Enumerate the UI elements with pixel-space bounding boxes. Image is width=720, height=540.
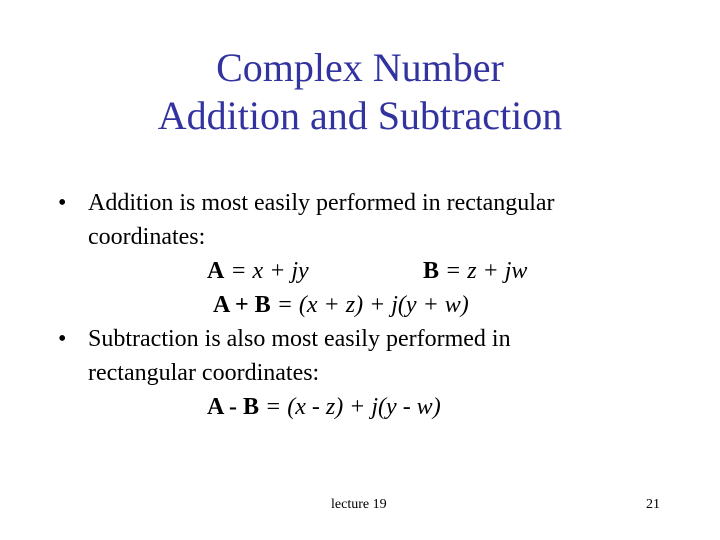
footer-page-number: 21 (646, 497, 660, 512)
equation-definitions (58, 254, 698, 288)
equation-diff (207, 390, 441, 424)
equation-sum-rhs: = (x + z) + j(y + w) (270, 292, 469, 318)
bullet-addition (58, 186, 698, 254)
footer-lecture: lecture 19 (331, 497, 387, 512)
equation-sum (213, 288, 469, 322)
equation-diff-rhs: = (x - z) + j(y - w) (259, 394, 441, 420)
equation-a-lhs: A (207, 258, 225, 284)
bullet-marker: • (58, 190, 67, 216)
bullet-subtraction (58, 322, 698, 390)
equation-diff-line (58, 390, 698, 424)
equation-b-definition (423, 254, 527, 288)
equation-diff-lhs: A - B (207, 394, 260, 420)
equation-a-definition (207, 254, 309, 288)
bullet-addition-line2: coordinates: (88, 224, 206, 250)
slide-title-line1: Complex Number (216, 45, 504, 90)
slide-title-line2: Addition and Subtraction (157, 93, 563, 138)
bullet-list (58, 186, 698, 424)
equation-a-rhs: = x + jy (224, 258, 309, 284)
equation-sum-lhs: A + B (213, 292, 271, 318)
bullet-marker: • (58, 326, 67, 352)
bullet-subtraction-line2: rectangular coordinates: (88, 360, 320, 386)
bullet-addition-line1: Addition is most easily performed in rectangular (88, 190, 555, 216)
equation-b-rhs: = z + jw (439, 258, 528, 284)
bullet-subtraction-line1: Subtraction is also most easily performed in (88, 326, 511, 352)
equation-b-lhs: B (423, 258, 440, 284)
slide-title (0, 44, 720, 140)
equation-sum-line (58, 288, 698, 322)
